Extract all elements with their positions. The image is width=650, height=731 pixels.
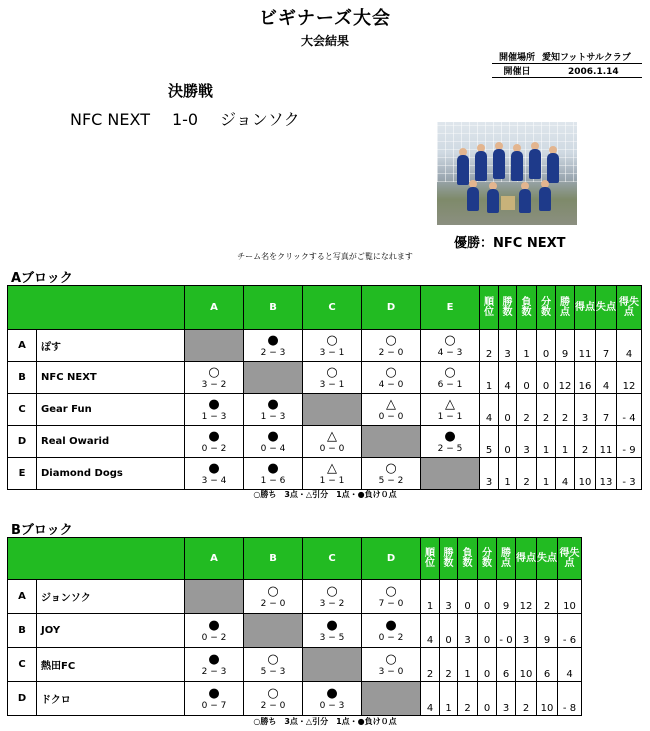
stat-value: - 6 xyxy=(558,614,582,648)
stat-value: 2 xyxy=(537,580,558,614)
stat-value: 0 xyxy=(478,648,497,682)
team-name-link[interactable]: ぽす xyxy=(37,330,185,362)
self-match-cell xyxy=(303,394,362,426)
result-mark: ● xyxy=(267,396,279,412)
team-name-link[interactable]: ジョンソク xyxy=(37,580,185,614)
stat-header: 失点 xyxy=(596,286,617,330)
team-name-link[interactable]: NFC NEXT xyxy=(37,362,185,394)
stat-value: 12 xyxy=(516,580,537,614)
self-match-cell xyxy=(185,580,244,614)
col-header: B xyxy=(244,538,303,580)
match-score: 1 − 6 xyxy=(260,475,286,486)
result-mark: ● xyxy=(385,617,397,633)
match-result-cell xyxy=(244,682,303,716)
match-result-cell xyxy=(244,648,303,682)
match-result-cell xyxy=(185,394,244,426)
result-mark: △ xyxy=(445,396,455,412)
col-header: D xyxy=(362,286,421,330)
stat-header: 順位 xyxy=(480,286,499,330)
match-score: 5 − 2 xyxy=(378,475,404,486)
result-mark: ○ xyxy=(444,332,456,348)
stat-value: - 8 xyxy=(558,682,582,716)
match-score: 2 − 0 xyxy=(260,700,286,711)
stat-value: 11 xyxy=(596,426,617,458)
match-result-cell xyxy=(244,426,303,458)
stat-header: 分数 xyxy=(478,538,497,580)
stat-value: - 3 xyxy=(617,458,642,490)
match-result-cell xyxy=(303,614,362,648)
match-score: 2 − 3 xyxy=(201,666,227,677)
match-result-cell xyxy=(303,362,362,394)
match-result-cell xyxy=(185,648,244,682)
stat-value: 0 xyxy=(499,426,517,458)
stat-value: 0 xyxy=(517,362,537,394)
team-name-link[interactable]: 熱田FC xyxy=(37,648,185,682)
block-a-table xyxy=(7,285,642,490)
match-score: 0 − 3 xyxy=(319,700,345,711)
stat-header: 勝点 xyxy=(556,286,575,330)
col-header: C xyxy=(303,286,362,330)
stat-value: - 0 xyxy=(497,614,516,648)
match-score: 0 − 0 xyxy=(319,443,345,454)
stat-value: 11 xyxy=(575,330,596,362)
date-label: 開催日 xyxy=(503,67,531,77)
stat-header: 勝点 xyxy=(497,538,516,580)
result-mark: ● xyxy=(208,617,220,633)
match-score: 2 − 0 xyxy=(260,598,286,609)
match-score: 2 − 3 xyxy=(260,347,286,358)
block-b-label: Bブロック xyxy=(11,523,73,538)
team-name-link[interactable]: Diamond Dogs xyxy=(37,458,185,490)
result-mark: ○ xyxy=(385,332,397,348)
stat-value: 3 xyxy=(480,458,499,490)
venue-line xyxy=(492,50,642,64)
match-result-cell xyxy=(421,426,480,458)
date-line xyxy=(492,64,642,78)
result-mark: ● xyxy=(267,428,279,444)
stat-value: 1 xyxy=(480,362,499,394)
stat-value: 2 xyxy=(575,426,596,458)
match-result-cell xyxy=(303,426,362,458)
stat-header: 負数 xyxy=(517,286,537,330)
match-score: 1 − 1 xyxy=(437,411,463,422)
page-subtitle: 大会結果 xyxy=(300,34,349,48)
result-mark: ● xyxy=(326,617,338,633)
match-score: 3 − 5 xyxy=(319,632,345,643)
result-mark: △ xyxy=(327,428,337,444)
team-name-link[interactable]: JOY xyxy=(37,614,185,648)
stat-value: 0 xyxy=(458,580,478,614)
photo-notice: チーム名をクリックすると写真がご覧になれます xyxy=(237,252,413,261)
match-result-cell xyxy=(421,362,480,394)
stat-value: 2 xyxy=(440,648,458,682)
match-score: 2 − 5 xyxy=(437,443,463,454)
match-result-cell xyxy=(362,458,421,490)
stat-value: - 4 xyxy=(617,394,642,426)
result-mark: ● xyxy=(208,685,220,701)
row-letter: C xyxy=(8,648,37,682)
match-result-cell xyxy=(185,682,244,716)
match-result-cell xyxy=(303,682,362,716)
team-row xyxy=(8,682,582,716)
match-result-cell xyxy=(185,614,244,648)
result-mark: ● xyxy=(208,651,220,667)
match-score: 3 − 0 xyxy=(378,666,404,677)
result-mark: ○ xyxy=(326,583,338,599)
result-mark: ○ xyxy=(326,332,338,348)
stat-value: 2 xyxy=(556,394,575,426)
block-a-label: Aブロック xyxy=(11,271,73,286)
block-a-header-row xyxy=(8,286,642,330)
match-score: 0 − 2 xyxy=(201,443,227,454)
result-mark: ● xyxy=(208,460,220,476)
team-row xyxy=(8,362,642,394)
stat-value: 9 xyxy=(497,580,516,614)
stat-value: 1 xyxy=(537,458,556,490)
team-name-link[interactable]: Gear Fun xyxy=(37,394,185,426)
match-score: 3 − 2 xyxy=(201,379,227,390)
stat-value: 4 xyxy=(499,362,517,394)
match-score: 3 − 4 xyxy=(201,475,227,486)
stat-value: 10 xyxy=(575,458,596,490)
col-header: A xyxy=(185,538,244,580)
row-letter: A xyxy=(8,330,37,362)
result-mark: ○ xyxy=(385,364,397,380)
col-header: B xyxy=(244,286,303,330)
col-header: D xyxy=(362,538,421,580)
result-mark: ○ xyxy=(385,651,397,667)
stat-value: 1 xyxy=(556,426,575,458)
stat-value: 0 xyxy=(537,330,556,362)
block-a-legend: ○勝ち 3点・△引分 1点・●負け０点 xyxy=(253,490,397,499)
stat-value: 2 xyxy=(421,648,440,682)
result-mark: ● xyxy=(208,428,220,444)
result-mark: ○ xyxy=(444,364,456,380)
date-value: 2006.1.14 xyxy=(568,67,619,77)
stat-value: 1 xyxy=(537,426,556,458)
match-result-cell xyxy=(362,394,421,426)
stat-value: 3 xyxy=(497,682,516,716)
match-score: 3 − 1 xyxy=(319,379,345,390)
result-mark: ● xyxy=(208,396,220,412)
result-mark: ○ xyxy=(326,364,338,380)
result-mark: ● xyxy=(267,332,279,348)
match-score: 7 − 0 xyxy=(378,598,404,609)
final-title: 決勝戦 xyxy=(168,82,214,100)
stat-header: 順位 xyxy=(421,538,440,580)
stat-header: 得失点 xyxy=(617,286,642,330)
stat-value: 1 xyxy=(499,458,517,490)
self-match-cell xyxy=(362,426,421,458)
stat-header: 得失点 xyxy=(558,538,582,580)
stat-header: 勝数 xyxy=(440,538,458,580)
team-name-link[interactable]: ドクロ xyxy=(37,682,185,716)
result-mark: ● xyxy=(267,460,279,476)
team-row xyxy=(8,394,642,426)
champion-team-photo xyxy=(437,122,577,225)
self-match-cell xyxy=(244,362,303,394)
match-score: 4 − 0 xyxy=(378,379,404,390)
page-title: ビギナーズ大会 xyxy=(258,8,392,29)
match-score: 3 − 2 xyxy=(319,598,345,609)
stat-value: 10 xyxy=(537,682,558,716)
stat-value: 0 xyxy=(478,580,497,614)
match-score: 0 − 0 xyxy=(378,411,404,422)
col-header: E xyxy=(421,286,480,330)
stat-value: 4 xyxy=(421,614,440,648)
team-row xyxy=(8,458,642,490)
stat-value: 6 xyxy=(537,648,558,682)
stat-value: 1 xyxy=(440,682,458,716)
stat-value: 5 xyxy=(480,426,499,458)
match-score: 2 − 0 xyxy=(378,347,404,358)
stat-value: 4 xyxy=(558,648,582,682)
venue-label: 開催場所 xyxy=(498,53,535,63)
match-result-cell xyxy=(303,580,362,614)
match-score: 0 − 7 xyxy=(201,700,227,711)
stat-value: 16 xyxy=(575,362,596,394)
block-b-table xyxy=(7,537,582,716)
stat-value: 12 xyxy=(617,362,642,394)
match-result-cell xyxy=(362,614,421,648)
stat-header: 負数 xyxy=(458,538,478,580)
match-score: 5 − 3 xyxy=(260,666,286,677)
match-score: 0 − 2 xyxy=(378,632,404,643)
result-mark: △ xyxy=(327,460,337,476)
match-result-cell xyxy=(362,362,421,394)
stat-value: 1 xyxy=(458,648,478,682)
match-result-cell xyxy=(303,458,362,490)
row-letter: B xyxy=(8,614,37,648)
block-b-legend: ○勝ち 3点・△引分 1点・●負け０点 xyxy=(253,717,397,726)
stat-value: 4 xyxy=(556,458,575,490)
result-mark: ○ xyxy=(208,364,220,380)
match-result-cell xyxy=(185,362,244,394)
match-result-cell xyxy=(244,330,303,362)
result-mark: ○ xyxy=(385,583,397,599)
stat-value: 12 xyxy=(556,362,575,394)
stat-value: 2 xyxy=(517,458,537,490)
team-row xyxy=(8,580,582,614)
stat-header: 失点 xyxy=(537,538,558,580)
stat-value: 7 xyxy=(596,394,617,426)
stat-header: 得点 xyxy=(516,538,537,580)
self-match-cell xyxy=(303,648,362,682)
result-mark: ○ xyxy=(267,651,279,667)
match-score: 1 − 3 xyxy=(201,411,227,422)
stat-value: 0 xyxy=(440,614,458,648)
col-header: C xyxy=(303,538,362,580)
stat-value: 1 xyxy=(517,330,537,362)
final-team2: ジョンソク xyxy=(220,110,300,129)
match-result-cell xyxy=(244,580,303,614)
stat-value: 3 xyxy=(458,614,478,648)
final-result xyxy=(70,107,322,130)
stat-header: 得点 xyxy=(575,286,596,330)
team-row xyxy=(8,648,582,682)
stat-value: 9 xyxy=(537,614,558,648)
team-row xyxy=(8,614,582,648)
stat-value: 2 xyxy=(480,330,499,362)
team-row xyxy=(8,330,642,362)
stat-value: 1 xyxy=(421,580,440,614)
stat-value: 7 xyxy=(596,330,617,362)
result-mark: △ xyxy=(386,396,396,412)
stat-value: 3 xyxy=(440,580,458,614)
venue-value: 愛知フットサルクラブ xyxy=(542,53,631,63)
match-score: 1 − 1 xyxy=(319,475,345,486)
self-match-cell xyxy=(362,682,421,716)
stat-value: 4 xyxy=(480,394,499,426)
team-row xyxy=(8,426,642,458)
result-mark: ○ xyxy=(385,460,397,476)
stat-header: 分数 xyxy=(537,286,556,330)
match-score: 0 − 2 xyxy=(201,632,227,643)
champion-label: 優勝：NFC NEXT xyxy=(454,236,566,251)
match-result-cell xyxy=(362,330,421,362)
block-a-corner xyxy=(8,286,185,330)
stat-value: 0 xyxy=(499,394,517,426)
stat-value: 2 xyxy=(517,394,537,426)
row-letter: B xyxy=(8,362,37,394)
stat-value: 0 xyxy=(537,362,556,394)
match-result-cell xyxy=(185,458,244,490)
match-result-cell xyxy=(244,394,303,426)
self-match-cell xyxy=(244,614,303,648)
stat-value: 9 xyxy=(556,330,575,362)
block-b-corner xyxy=(8,538,185,580)
match-score: 4 − 3 xyxy=(437,347,463,358)
match-result-cell xyxy=(303,330,362,362)
self-match-cell xyxy=(421,458,480,490)
result-mark: ● xyxy=(444,428,456,444)
match-score: 0 − 4 xyxy=(260,443,286,454)
stat-value: 3 xyxy=(516,614,537,648)
result-mark: ○ xyxy=(267,583,279,599)
result-mark: ○ xyxy=(267,685,279,701)
stat-value: 0 xyxy=(478,614,497,648)
row-letter: C xyxy=(8,394,37,426)
stat-value: 6 xyxy=(497,648,516,682)
final-team1: NFC NEXT xyxy=(70,110,150,129)
match-score: 1 − 3 xyxy=(260,411,286,422)
stat-value: 10 xyxy=(516,648,537,682)
match-score: 6 − 1 xyxy=(437,379,463,390)
match-result-cell xyxy=(421,394,480,426)
stat-value: 4 xyxy=(617,330,642,362)
row-letter: D xyxy=(8,426,37,458)
row-letter: E xyxy=(8,458,37,490)
row-letter: A xyxy=(8,580,37,614)
match-result-cell xyxy=(362,580,421,614)
final-score: 1-0 xyxy=(171,110,199,129)
team-name-link[interactable]: Real Owarid xyxy=(37,426,185,458)
match-result-cell xyxy=(421,330,480,362)
col-header: A xyxy=(185,286,244,330)
stat-value: 4 xyxy=(596,362,617,394)
row-letter: D xyxy=(8,682,37,716)
block-b-header-row xyxy=(8,538,582,580)
match-result-cell xyxy=(244,458,303,490)
stat-header: 勝数 xyxy=(499,286,517,330)
match-result-cell xyxy=(362,648,421,682)
stat-value: 2 xyxy=(537,394,556,426)
stat-value: 4 xyxy=(421,682,440,716)
self-match-cell xyxy=(185,330,244,362)
stat-value: 3 xyxy=(499,330,517,362)
stat-value: 0 xyxy=(478,682,497,716)
stat-value: 3 xyxy=(575,394,596,426)
match-score: 3 − 1 xyxy=(319,347,345,358)
stat-value: 13 xyxy=(596,458,617,490)
stat-value: 3 xyxy=(517,426,537,458)
stat-value: - 9 xyxy=(617,426,642,458)
result-mark: ● xyxy=(326,685,338,701)
stat-value: 2 xyxy=(458,682,478,716)
stat-value: 10 xyxy=(558,580,582,614)
match-result-cell xyxy=(185,426,244,458)
stat-value: 2 xyxy=(516,682,537,716)
